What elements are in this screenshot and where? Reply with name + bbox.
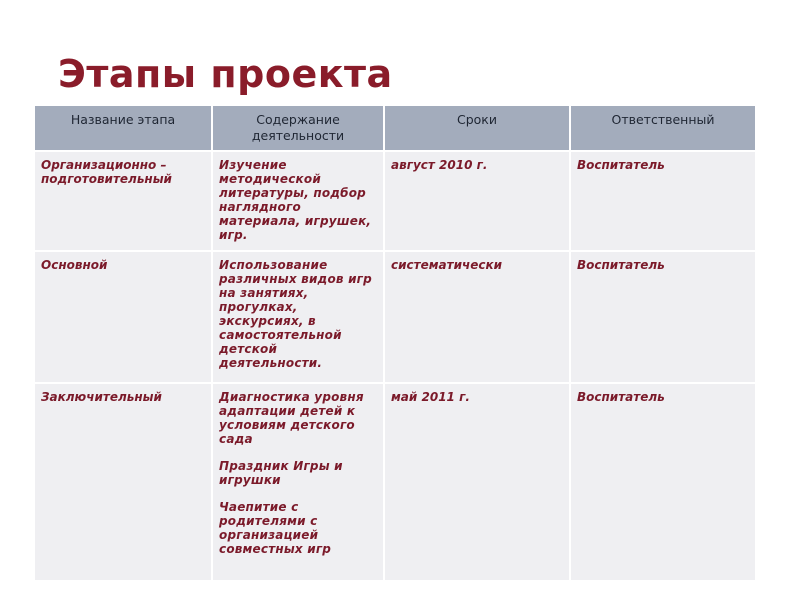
table-header-row	[35, 106, 755, 150]
header-stage-name: Название этапа	[35, 106, 211, 150]
slide-title: Этапы проекта	[58, 52, 393, 96]
activity-content-cell	[213, 152, 383, 250]
project-stages-table	[33, 104, 757, 582]
header-timing: Сроки	[385, 106, 569, 150]
responsible-cell: Воспитатель	[571, 384, 755, 580]
activity-content-cell	[213, 252, 383, 382]
timing-cell: август 2010 г.	[385, 152, 569, 250]
table-row	[35, 384, 755, 580]
header-responsible: Ответственный	[571, 106, 755, 150]
activity-text: Праздник Игры и игрушки	[219, 459, 343, 487]
activity-text: Чаепитие с родителями с организацией совместных игр	[219, 500, 332, 556]
activity-text: Диагностика уровня адаптации детей к условиям детского сада	[219, 390, 364, 446]
activity-content-cell	[213, 384, 383, 580]
stage-name-cell: Основной	[35, 252, 211, 382]
stage-name-cell: Заключительный	[35, 384, 211, 580]
header-activity-content: Содержание деятельности	[213, 106, 383, 150]
activity-text: Изучение методической литературы, подбор наглядного материала, игрушек, игр.	[219, 158, 372, 242]
table-row	[35, 252, 755, 382]
timing-cell: май 2011 г.	[385, 384, 569, 580]
stage-name-cell: Организационно – подготовительный	[35, 152, 211, 250]
timing-cell: систематически	[385, 252, 569, 382]
table-row	[35, 152, 755, 250]
activity-text: Использование различных видов игр на занятиях, прогулках, экскурсиях, в самостоятельной детской деятельности.	[219, 258, 372, 370]
responsible-cell: Воспитатель	[571, 252, 755, 382]
responsible-cell: Воспитатель	[571, 152, 755, 250]
